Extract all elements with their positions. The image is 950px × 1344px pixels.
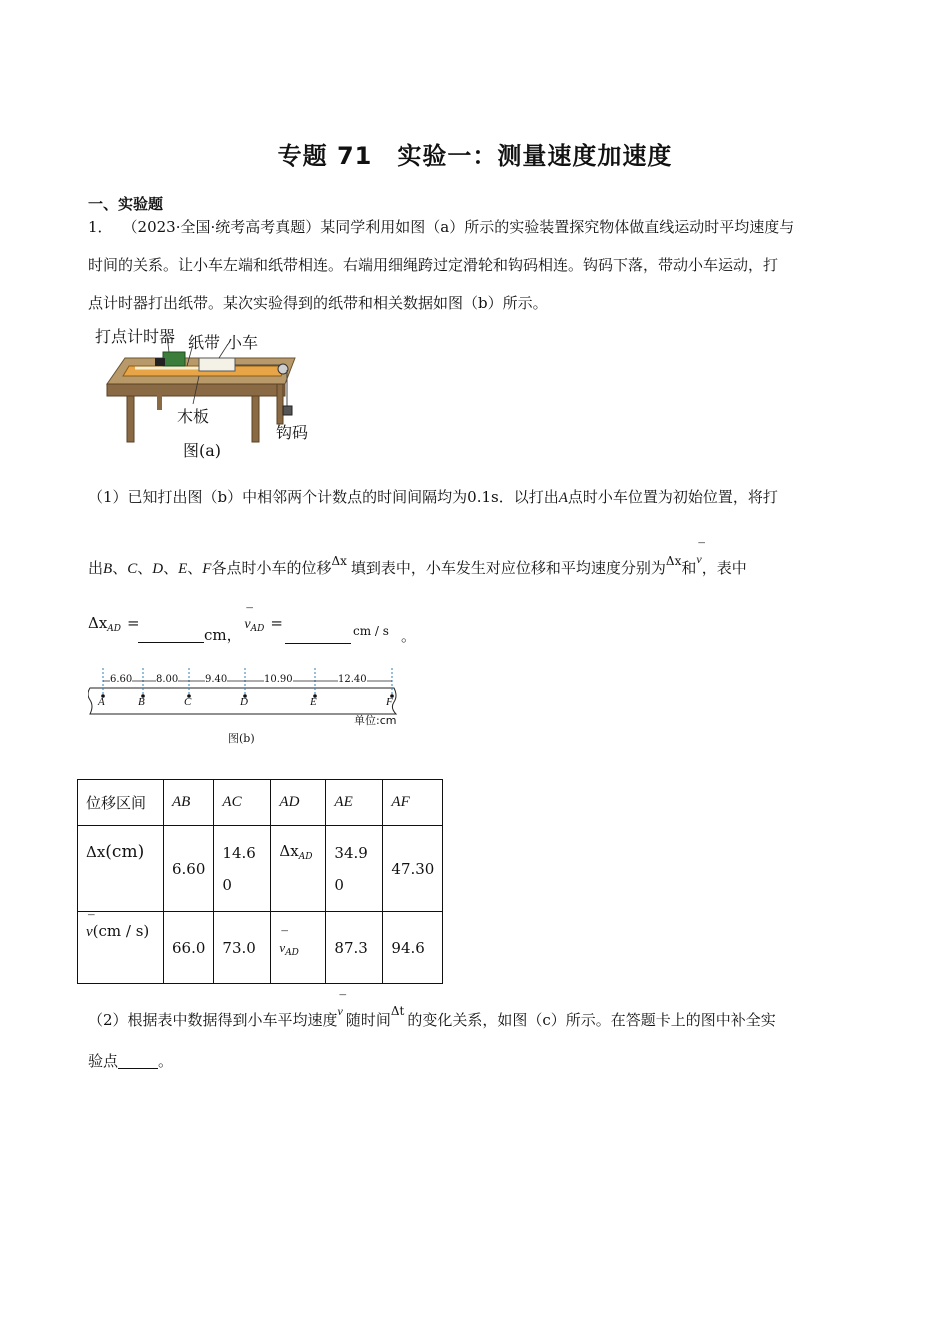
table-row <box>78 826 443 912</box>
point-f: F <box>386 696 393 708</box>
cell-v-ae: 87.3 <box>326 912 383 984</box>
label-cart: 小车 <box>226 333 259 352</box>
seg-cd: 9.40 <box>205 674 228 685</box>
part2-answer-blank[interactable] <box>118 1054 158 1069</box>
table-header-row <box>78 780 443 826</box>
label-weight: 钩码 <box>276 423 309 442</box>
label-board: 木板 <box>177 407 210 426</box>
cell-dx-ae: 34.9 0 <box>326 826 383 912</box>
part2-line-2: 验点 。 <box>88 1052 174 1070</box>
cell-dx-ac: 14.6 0 <box>214 826 271 912</box>
question-source: （2023·全国·统考高考真题） <box>122 218 321 236</box>
cell-v-ad: ¯ $v_{AD}$ <box>271 912 326 984</box>
question-line-1: 1． （2023·全国·统考高考真题）某同学利用如图（a）所示的实验装置探究物体做直线运动时平均速度与 <box>88 218 795 236</box>
part1-line-3: $\Delta x_{AD}$ = ¯ $v_{AD}$ = <box>88 614 868 639</box>
data-table <box>77 779 443 984</box>
page-title: 专题 71 实验一：测量速度加速度 <box>277 142 673 170</box>
dx-symbol: Δx <box>331 554 347 568</box>
caption-a: 图(a) <box>183 441 222 460</box>
figure-b <box>88 666 408 746</box>
col-af: AF <box>383 780 443 826</box>
seg-bc: 8.00 <box>156 674 179 685</box>
seg-ef: 12.40 <box>338 674 367 685</box>
point-b: B <box>138 696 145 708</box>
col-ac: AC <box>214 780 271 826</box>
col-ab: AB <box>164 780 214 826</box>
table-header-label: 位移区间 <box>78 780 164 826</box>
seg-de: 10.90 <box>264 674 293 685</box>
answer-blank-row: cm， <box>138 624 242 645</box>
question-line-3: 点计时器打出纸带。某次实验得到的纸带和相关数据如图（b）所示。 <box>88 294 548 312</box>
dx-answer-blank[interactable] <box>138 628 204 643</box>
cell-dx-ad: $\Delta x_{AD}$ <box>271 826 326 912</box>
cell-dx-ab: 6.60 <box>164 826 214 912</box>
point-a: A <box>98 696 105 708</box>
vbar-symbol: ¯ v <box>696 550 701 569</box>
label-timer: 打点计时器 <box>95 327 176 346</box>
caption-b: 图(b) <box>228 732 255 745</box>
cell-v-ac: 73.0 <box>214 912 271 984</box>
cell-v-af: 94.6 <box>383 912 443 984</box>
label-tape: 纸带 <box>188 333 221 352</box>
v-answer-blank[interactable] <box>285 629 351 644</box>
col-ad: AD <box>271 780 326 826</box>
cell-dx-af: 47.30 <box>383 826 443 912</box>
point-c: C <box>184 696 192 708</box>
table-row <box>78 912 443 984</box>
point-d: D <box>240 696 248 708</box>
row-label-dx: Δx(cm) <box>78 826 164 912</box>
row-label-v: ¯ v(cm / s) <box>78 912 164 984</box>
question-number: 1． <box>88 218 113 236</box>
point-e: E <box>310 696 317 708</box>
unit-label: 单位:cm <box>354 714 397 727</box>
col-ae: AE <box>326 780 383 826</box>
section-heading: 一、实验题 <box>88 195 164 213</box>
part1-line-2: 出B、C、D、E、F各点时小车的位移$^{\Delta x}$ 填到表中，小车发生对应位移和平均速度分别为$^{\Delta x}$和¯ v，表中 <box>88 550 868 579</box>
answer-blank-row-2: $^{cm / s}$ 。 <box>285 624 416 646</box>
cell-v-ab: 66.0 <box>164 912 214 984</box>
question-line-2: 时间的关系。让小车左端和纸带相连。右端用细绳跨过定滑轮和钩码相连。钩码下落，带动小车运动，打 <box>88 256 779 274</box>
figure-a <box>95 322 325 462</box>
seg-ab: 6.60 <box>110 674 133 685</box>
part2-line-1: （2）根据表中数据得到小车平均速度¯ v 随时间$^{\Delta t}$ 的变化关系，如图（c）所示。在答题卡上的图中补全实 <box>88 1002 868 1030</box>
part1-line-1: （1）已知打出图（b）中相邻两个计数点的时间间隔均为0.1s．以打出A点时小车位置为初始位置，将打 <box>88 488 778 506</box>
